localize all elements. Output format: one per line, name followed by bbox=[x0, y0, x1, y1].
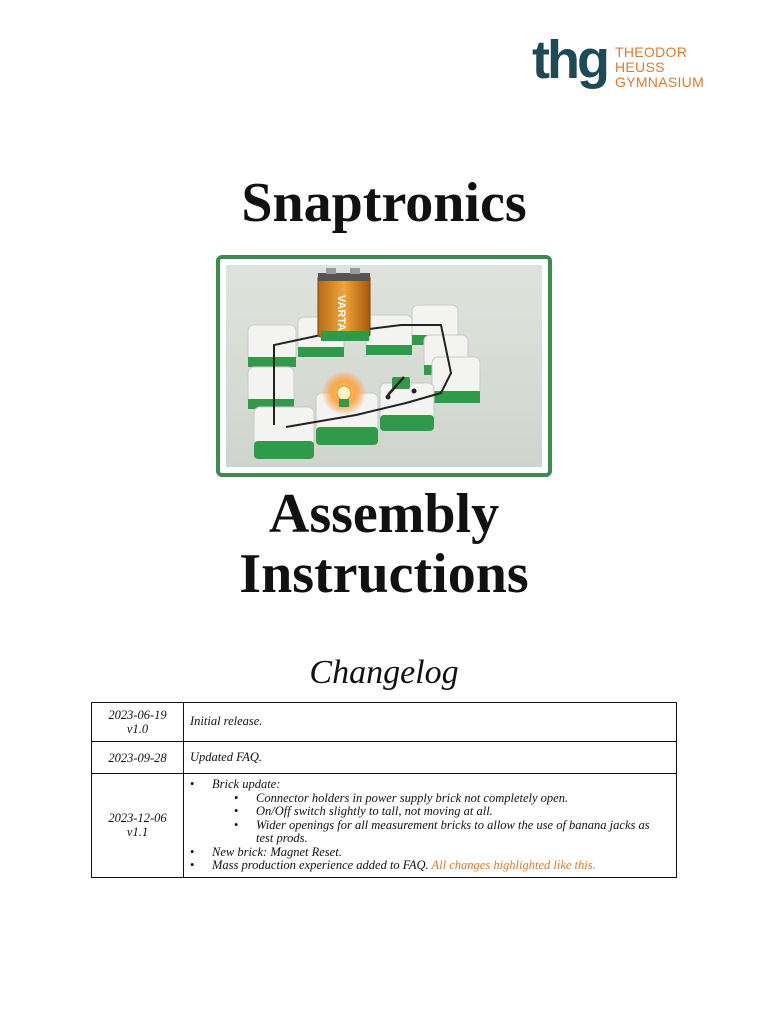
change-text: Brick update: bbox=[212, 777, 281, 791]
change-text: New brick: Magnet Reset. bbox=[212, 844, 342, 859]
change-text: Mass production experience added to FAQ. bbox=[212, 858, 429, 872]
bullet: • bbox=[234, 790, 239, 805]
logo-word-3: GYMNASIUM bbox=[615, 74, 705, 90]
battery-label: VARTA bbox=[335, 294, 347, 332]
table-row bbox=[92, 703, 677, 742]
changelog-heading: Changelog bbox=[309, 654, 459, 691]
changelog-desc bbox=[184, 774, 677, 878]
change-sublist bbox=[234, 792, 670, 846]
changelog-table bbox=[91, 702, 677, 878]
list-item bbox=[234, 805, 670, 819]
logo-word-1: THEODOR bbox=[615, 44, 688, 60]
list-item bbox=[234, 819, 670, 846]
changelog-version: v1.0 bbox=[126, 722, 149, 736]
changelog-date-cell bbox=[92, 703, 184, 742]
logo-mark: thg bbox=[532, 30, 607, 90]
change-subtext: On/Off switch slightly to tall, not moving at all. bbox=[256, 804, 493, 818]
bullet: • bbox=[234, 804, 239, 818]
list-item bbox=[190, 778, 670, 846]
changelog-version: v1.1 bbox=[126, 825, 149, 840]
change-subtext: Connector holders in power supply brick not completely open. bbox=[256, 790, 569, 805]
list-item bbox=[234, 792, 670, 806]
bullet: • bbox=[234, 817, 239, 832]
bullet: • bbox=[190, 844, 195, 859]
logo-word-2: HEUSS bbox=[615, 59, 665, 75]
cover-photo-frame bbox=[216, 255, 552, 477]
circuit-photo bbox=[226, 265, 542, 467]
lamp-icon bbox=[322, 371, 366, 415]
highlight-note: All changes highlighted like this. bbox=[431, 858, 596, 872]
change-list bbox=[190, 778, 670, 873]
list-item bbox=[190, 859, 670, 873]
school-logo bbox=[532, 30, 722, 100]
subtitle-line-2: Instructions bbox=[239, 543, 529, 605]
changelog-desc: Updated FAQ. bbox=[184, 742, 677, 774]
changelog-desc: Initial release. bbox=[184, 703, 677, 742]
changelog-date: 2023-12-06 bbox=[108, 811, 167, 826]
changelog-date-cell bbox=[92, 742, 184, 774]
battery-icon bbox=[318, 268, 370, 341]
logo-wordmark bbox=[615, 45, 704, 90]
bullet: • bbox=[190, 858, 195, 872]
document-title: Snaptronics bbox=[241, 172, 527, 234]
table-row bbox=[92, 774, 677, 878]
list-item bbox=[190, 846, 670, 860]
change-subtext: Wider openings for all measurement bricks to allow the use of banana jacks as test prods. bbox=[256, 817, 650, 845]
subtitle-line-1: Assembly bbox=[268, 483, 500, 545]
changelog-date: 2023-06-19 bbox=[108, 708, 167, 722]
table-row bbox=[92, 742, 677, 774]
changelog-date-cell bbox=[92, 774, 184, 878]
bullet: • bbox=[190, 777, 195, 791]
changelog-date: 2023-09-28 bbox=[108, 750, 167, 765]
